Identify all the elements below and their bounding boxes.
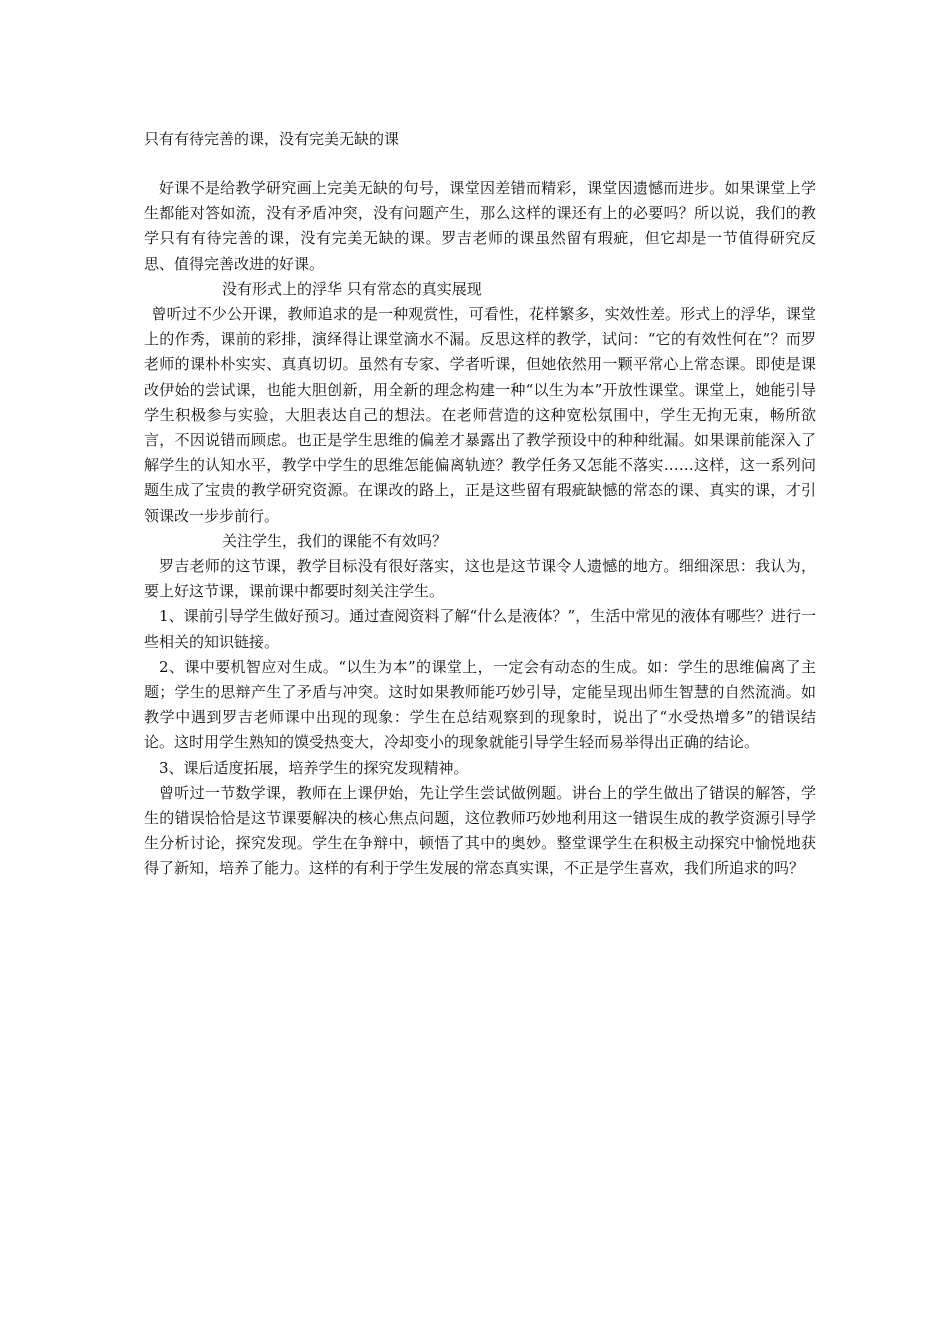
document-body [144,176,816,882]
list-item-3: 3、课后适度拓展，培养学生的探究发现精神。 [159,758,469,777]
section-heading-2: 关注学生，我们的课能不有效吗？ [222,531,448,550]
list-item-1: 1、课前引导学生做好预习。通过查阅资料了解“什么是液体？”，生活中常见的液体有哪些？进行一些相关的知识链接。 [144,607,816,651]
paragraph-section-1: 曾听过不少公开课，教师追求的是一种观赏性，可看性，花样繁多，实效性差。形式上的浮华，课堂上的作秀，课前的彩排，演绎得让课堂滴水不漏。反思这样的教学，试问：“它的有效性何在”？而罗老师的课朴朴实实、真真切切。虽然有专家、学者听课，但她依然用一颗平常心上常态课。即使是课改伊始的尝试课，也能大胆创新，用全新的理念构建一种“以生为本”开放性课堂。课堂上，她能引导学生积极参与实验，大胆表达自己的想法。在老师营造的这种宽松氛围中，学生无拘无束，畅所欲言，不因说错而顾虑。也正是学生思维的偏差才暴露出了教学预设中的种种纰漏。如果课前能深入了解学生的认知水平，教学中学生的思维怎能偏离轨迹？教学任务又怎能不落实……这样，这一系列问题生成了宝贵的教学研究资源。在课改的路上，正是这些留有瑕疵缺憾的常态的课、真实的课，才引领课改一步步前行。 [144,305,816,525]
list-item-2: 2、课中要机智应对生成。“以生为本”的课堂上，一定会有动态的生成。如：学生的思维偏离了主题；学生的思辩产生了矛盾与冲突。这时如果教师能巧妙引导，定能呈现出师生智慧的自然流淌。如教学中遇到罗吉老师课中出现的现象：学生在总结观察到的现象时，说出了“水受热增多”的错误结论。这时用学生熟知的馍受热变大，冷却变小的现象就能引导学生轻而易举得出正确的结论。 [144,657,816,752]
section-heading-1: 没有形式上的浮华 只有常态的真实展现 [222,279,482,298]
paragraph-section-2: 罗吉老师的这节课，教学目标没有很好落实，这也是这节课令人遗憾的地方。细细深思：我认为，要上好这节课，课前课中都要时刻关注学生。 [144,557,816,601]
document-title: 只有有待完善的课，没有完美无缺的课 [144,130,400,148]
paragraph-intro: 好课不是给教学研究画上完美无缺的句号，课堂因差错而精彩，课堂因遗憾而进步。如果课堂上学生都能对答如流，没有矛盾冲突，没有问题产生，那么这样的课还有上的必要吗？所以说，我们的教学只有有待完善的课，没有完美无缺的课。罗吉老师的课虽然留有瑕疵，但它却是一节值得研究反思、值得完善改进的好课。 [144,179,816,273]
paragraph-closing: 曾听过一节数学课，教师在上课伊始，先让学生尝试做例题。讲台上的学生做出了错误的解答，学生的错误恰恰是这节课要解决的核心焦点问题，这位教师巧妙地利用这一错误生成的教学资源引导学生分析讨论，探究发现。学生在争辩中，顿悟了其中的奥妙。整堂课学生在积极主动探究中愉悦地获得了新知，培养了能力。这样的有利于学生发展的常态真实课，不正是学生喜欢，我们所追求的吗？ [144,783,816,878]
